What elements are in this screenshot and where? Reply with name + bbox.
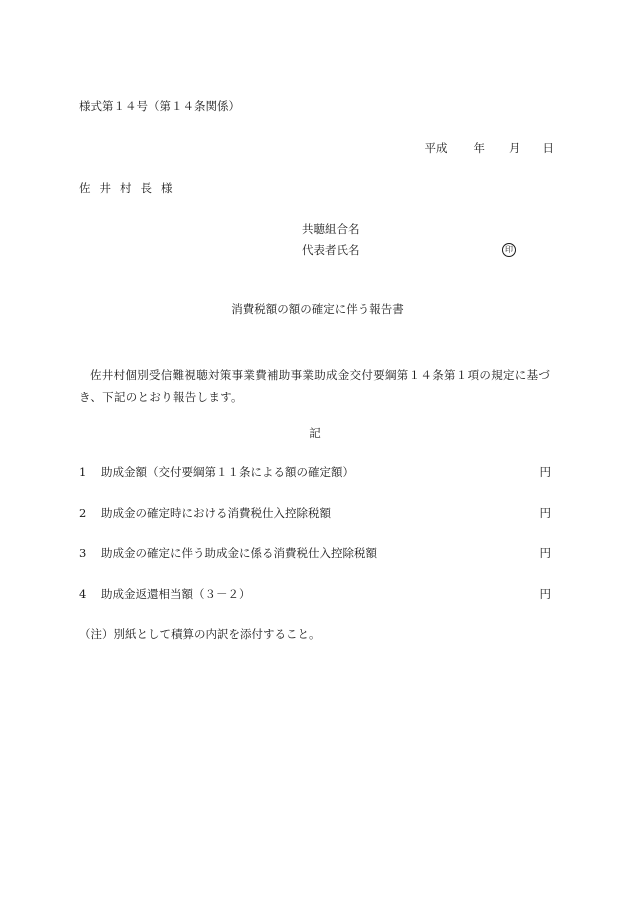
list-item (79, 508, 551, 522)
body-paragraph: 佐井村個別受信難視聴対策事業費補助事業助成金交付要綱第１４条第１項の規定に基づき、下記のとおり報告します。 (79, 368, 551, 404)
list-item (79, 467, 551, 481)
item-unit: 円 (539, 465, 551, 479)
list-item (79, 589, 551, 603)
document-title: 消費税額の額の確定に伴う報告書 (231, 302, 404, 316)
item-unit: 円 (539, 587, 551, 601)
item-number: 3 (79, 546, 87, 560)
date-era: 平成 (424, 141, 448, 155)
item-number: 1 (79, 465, 87, 479)
representative-label: 代表者氏名 (302, 243, 360, 257)
note: （注）別紙として積算の内訳を添付すること。 (79, 627, 321, 641)
date-year-label: 年 (473, 141, 485, 155)
date-line (425, 143, 555, 155)
item-unit: 円 (539, 546, 551, 560)
item-text: 助成金額（交付要綱第１１条による額の確定額） (101, 465, 354, 479)
item-number: 2 (79, 506, 87, 520)
list-item (79, 548, 551, 562)
item-unit: 円 (539, 506, 551, 520)
ki-heading: 記 (309, 426, 321, 440)
date-day-label: 日 (542, 141, 554, 155)
recipient: 佐井村長様 (79, 181, 182, 195)
item-text: 助成金返還相当額（３－２） (101, 587, 251, 601)
item-text: 助成金の確定に伴う助成金に係る消費税仕入控除税額 (101, 546, 377, 560)
seal-mark: 印 (502, 243, 516, 257)
item-text: 助成金の確定時における消費税仕入控除税額 (101, 506, 331, 520)
item-number: 4 (79, 587, 87, 601)
form-number: 様式第１４号（第１４条関係） (79, 99, 240, 113)
organization-label: 共聴組合名 (302, 222, 360, 236)
date-month-label: 月 (509, 141, 521, 155)
